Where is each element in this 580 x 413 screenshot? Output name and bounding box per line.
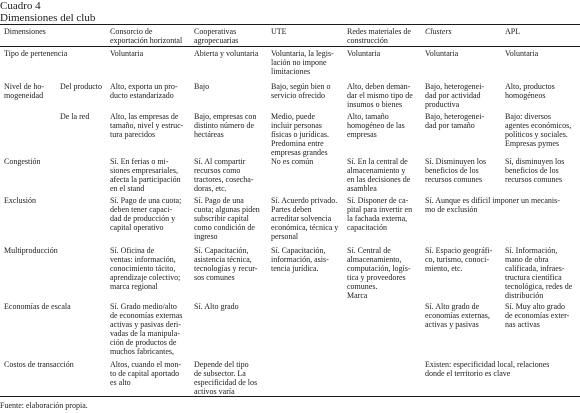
row-label-transaccion: Costos de transacción	[4, 360, 74, 369]
cell-producto-redes: Alto, deben deman- dar el mismo tipo de insumos o bienes	[347, 82, 413, 109]
cell-red-apl: Bajo: diversos agentes económicos, políticos y sociales. Empresas pymes	[505, 112, 572, 148]
cell-escala-cooperativas: Sí. Alto grado	[194, 302, 239, 311]
cell-multiproduccion-consorcio: Sí. Oficina de ventas: información, conocimiento tácito, aprendizaje colectivo; marca regional	[110, 246, 181, 291]
header-clusters: Clusters	[425, 27, 452, 36]
header-cooperativas: Cooperativas agropecuarias	[194, 27, 239, 45]
cell-tipo-consorcio: Voluntaria	[110, 49, 144, 58]
cell-transaccion-clusters-apl: Existen: especificidad local, relaciones donde el territorio es clave	[425, 360, 550, 378]
cell-congestion-consorcio: Sí. En ferias o mi- siones empresariales, afecta la participación en el stand	[110, 157, 181, 193]
table-number: Cuadro 4	[0, 0, 41, 12]
cell-red-consorcio: Alto, las empresas de tamaño, nivel y estruc- tura parecidos	[110, 112, 184, 139]
cell-multiproduccion-ute: Sí. Capacitación, información, asis- tencia jurídica.	[271, 246, 329, 273]
cell-exclusion-clusters-apl: Sí. Aunque es difícil imponer un mecanis- mo de exclusión	[425, 196, 560, 214]
table-caption	[0, 0, 95, 24]
row-label-multiproduccion: Multiproducción	[4, 246, 58, 255]
cell-tipo-redes: Voluntaria	[347, 49, 381, 58]
header-ute: UTE	[271, 27, 287, 36]
cell-producto-apl: Alto, productos homogéneos	[505, 82, 555, 100]
cell-exclusion-cooperativas: Sí. Pago de una cuota; algunas piden subscribir capital como condición de ingreso	[194, 196, 260, 241]
row-label-tipo: Tipo de pertenencia	[4, 49, 68, 58]
cell-congestion-clusters: Sí. Disminuyen los beneficios de los recursos comunes	[425, 157, 487, 184]
row-label-nivel: Nivel de ho- mogeneidad	[4, 82, 44, 100]
cell-escala-consorcio: Sí. Grado medio/alto de economías externas activas y pasivas deri- vadas de la manipula- ción de productos de muchos fabricantes,	[110, 302, 183, 356]
cell-congestion-ute: No es común	[271, 157, 314, 166]
cell-red-redes: Alto, tamaño homogéneo de las empresas	[347, 112, 405, 139]
cell-congestion-apl: Sí, disminuyen los beneficios de los recursos comunes	[505, 157, 565, 184]
cell-producto-cooperativas: Bajo	[194, 82, 210, 91]
row-label-escala: Economías de escala	[4, 302, 71, 311]
bottom-rule	[0, 396, 580, 397]
header-redes: Redes materiales de construcción	[347, 27, 411, 45]
source-note: Fuente: elaboración propia.	[0, 401, 88, 410]
cell-multiproduccion-redes: Sí. Central de almacenamiento, computación, logís- tica y proveedores comunes. Marca	[347, 246, 411, 300]
cell-congestion-redes: Sí. En la central de almacenamiento y en las decisiones de asamblea	[347, 157, 411, 193]
cell-escala-apl: Sí. Muy alto grado de economías exter- nas activas	[505, 302, 570, 329]
cell-tipo-clusters: Voluntaria	[425, 49, 459, 58]
cell-tipo-ute: Voluntaria, la legis- lación no impone limitaciones	[271, 49, 334, 76]
cell-exclusion-redes: Sí. Disponer de ca- pital para invertir en la fachada externa, capacitación	[347, 196, 413, 232]
cell-red-clusters: Bajo, heterogenei- dad por tamaño	[425, 112, 485, 130]
cell-escala-clusters: Sí. Alto grado de economías externas, activas y pasivas	[425, 302, 490, 329]
cell-multiproduccion-apl: Sí. Información, mano de obra calificada, infraes- tructura científica tecnológica, redes de distribución	[505, 246, 573, 300]
cell-tipo-cooperativas: Abierta y voluntaria	[194, 49, 259, 58]
cell-transaccion-consorcio: Altos, cuando el mon- to de capital aportado es alto	[110, 360, 182, 387]
top-rule	[0, 24, 580, 25]
sublabel-producto: Del producto	[60, 82, 102, 91]
cell-red-cooperativas: Bajo, empresas con distinto número de hectáreas	[194, 112, 257, 139]
header-apl: APL	[505, 27, 521, 36]
header-rule	[0, 46, 580, 47]
cell-red-ute: Medio, puede incluir personas físicas o jurídicas. Predomina entre empresas grandes	[271, 112, 329, 157]
cell-producto-clusters: Bajo, heterogenei- dad por actividad productiva	[425, 82, 485, 109]
header-dimensions: Dimensiones	[4, 27, 46, 36]
cell-congestion-cooperativas: Sí. Al compartir recursos como tractores, cosecha- doras, etc.	[194, 157, 254, 193]
cell-tipo-apl: Voluntaria	[505, 49, 539, 58]
cell-transaccion-cooperativas: Depende del tipo de subsector. La especificidad de los activos varía	[194, 360, 258, 396]
row-label-exclusion: Exclusión	[4, 196, 36, 205]
header-consorcio: Consorcio de exportación horizontal	[110, 27, 183, 45]
cell-exclusion-ute: Sí. Acuerdo privado. Partes deben acreditar solvencia económica, técnica y personal	[271, 196, 339, 241]
cell-producto-ute: Bajo, según bien o servicio ofrecido	[271, 82, 331, 100]
row-label-congestion: Congestión	[4, 157, 41, 166]
cell-producto-consorcio: Alto, exporta un pro- ducto estandarizado	[110, 82, 178, 100]
table-title: Dimensiones del club	[0, 12, 96, 24]
cell-multiproduccion-cooperativas: Sí. Capacitación, asistencia técnica, tecnologías y recur- sos comunes	[194, 246, 258, 282]
sublabel-red: De la red	[60, 112, 90, 121]
cell-multiproduccion-clusters: Sí. Espacio geográfi- co, turismo, conoci- miento, etc.	[425, 246, 493, 273]
cell-exclusion-consorcio: Sí. Pago de una cuota; deben tener capaci- dad de producción y capital operativo	[110, 196, 182, 232]
